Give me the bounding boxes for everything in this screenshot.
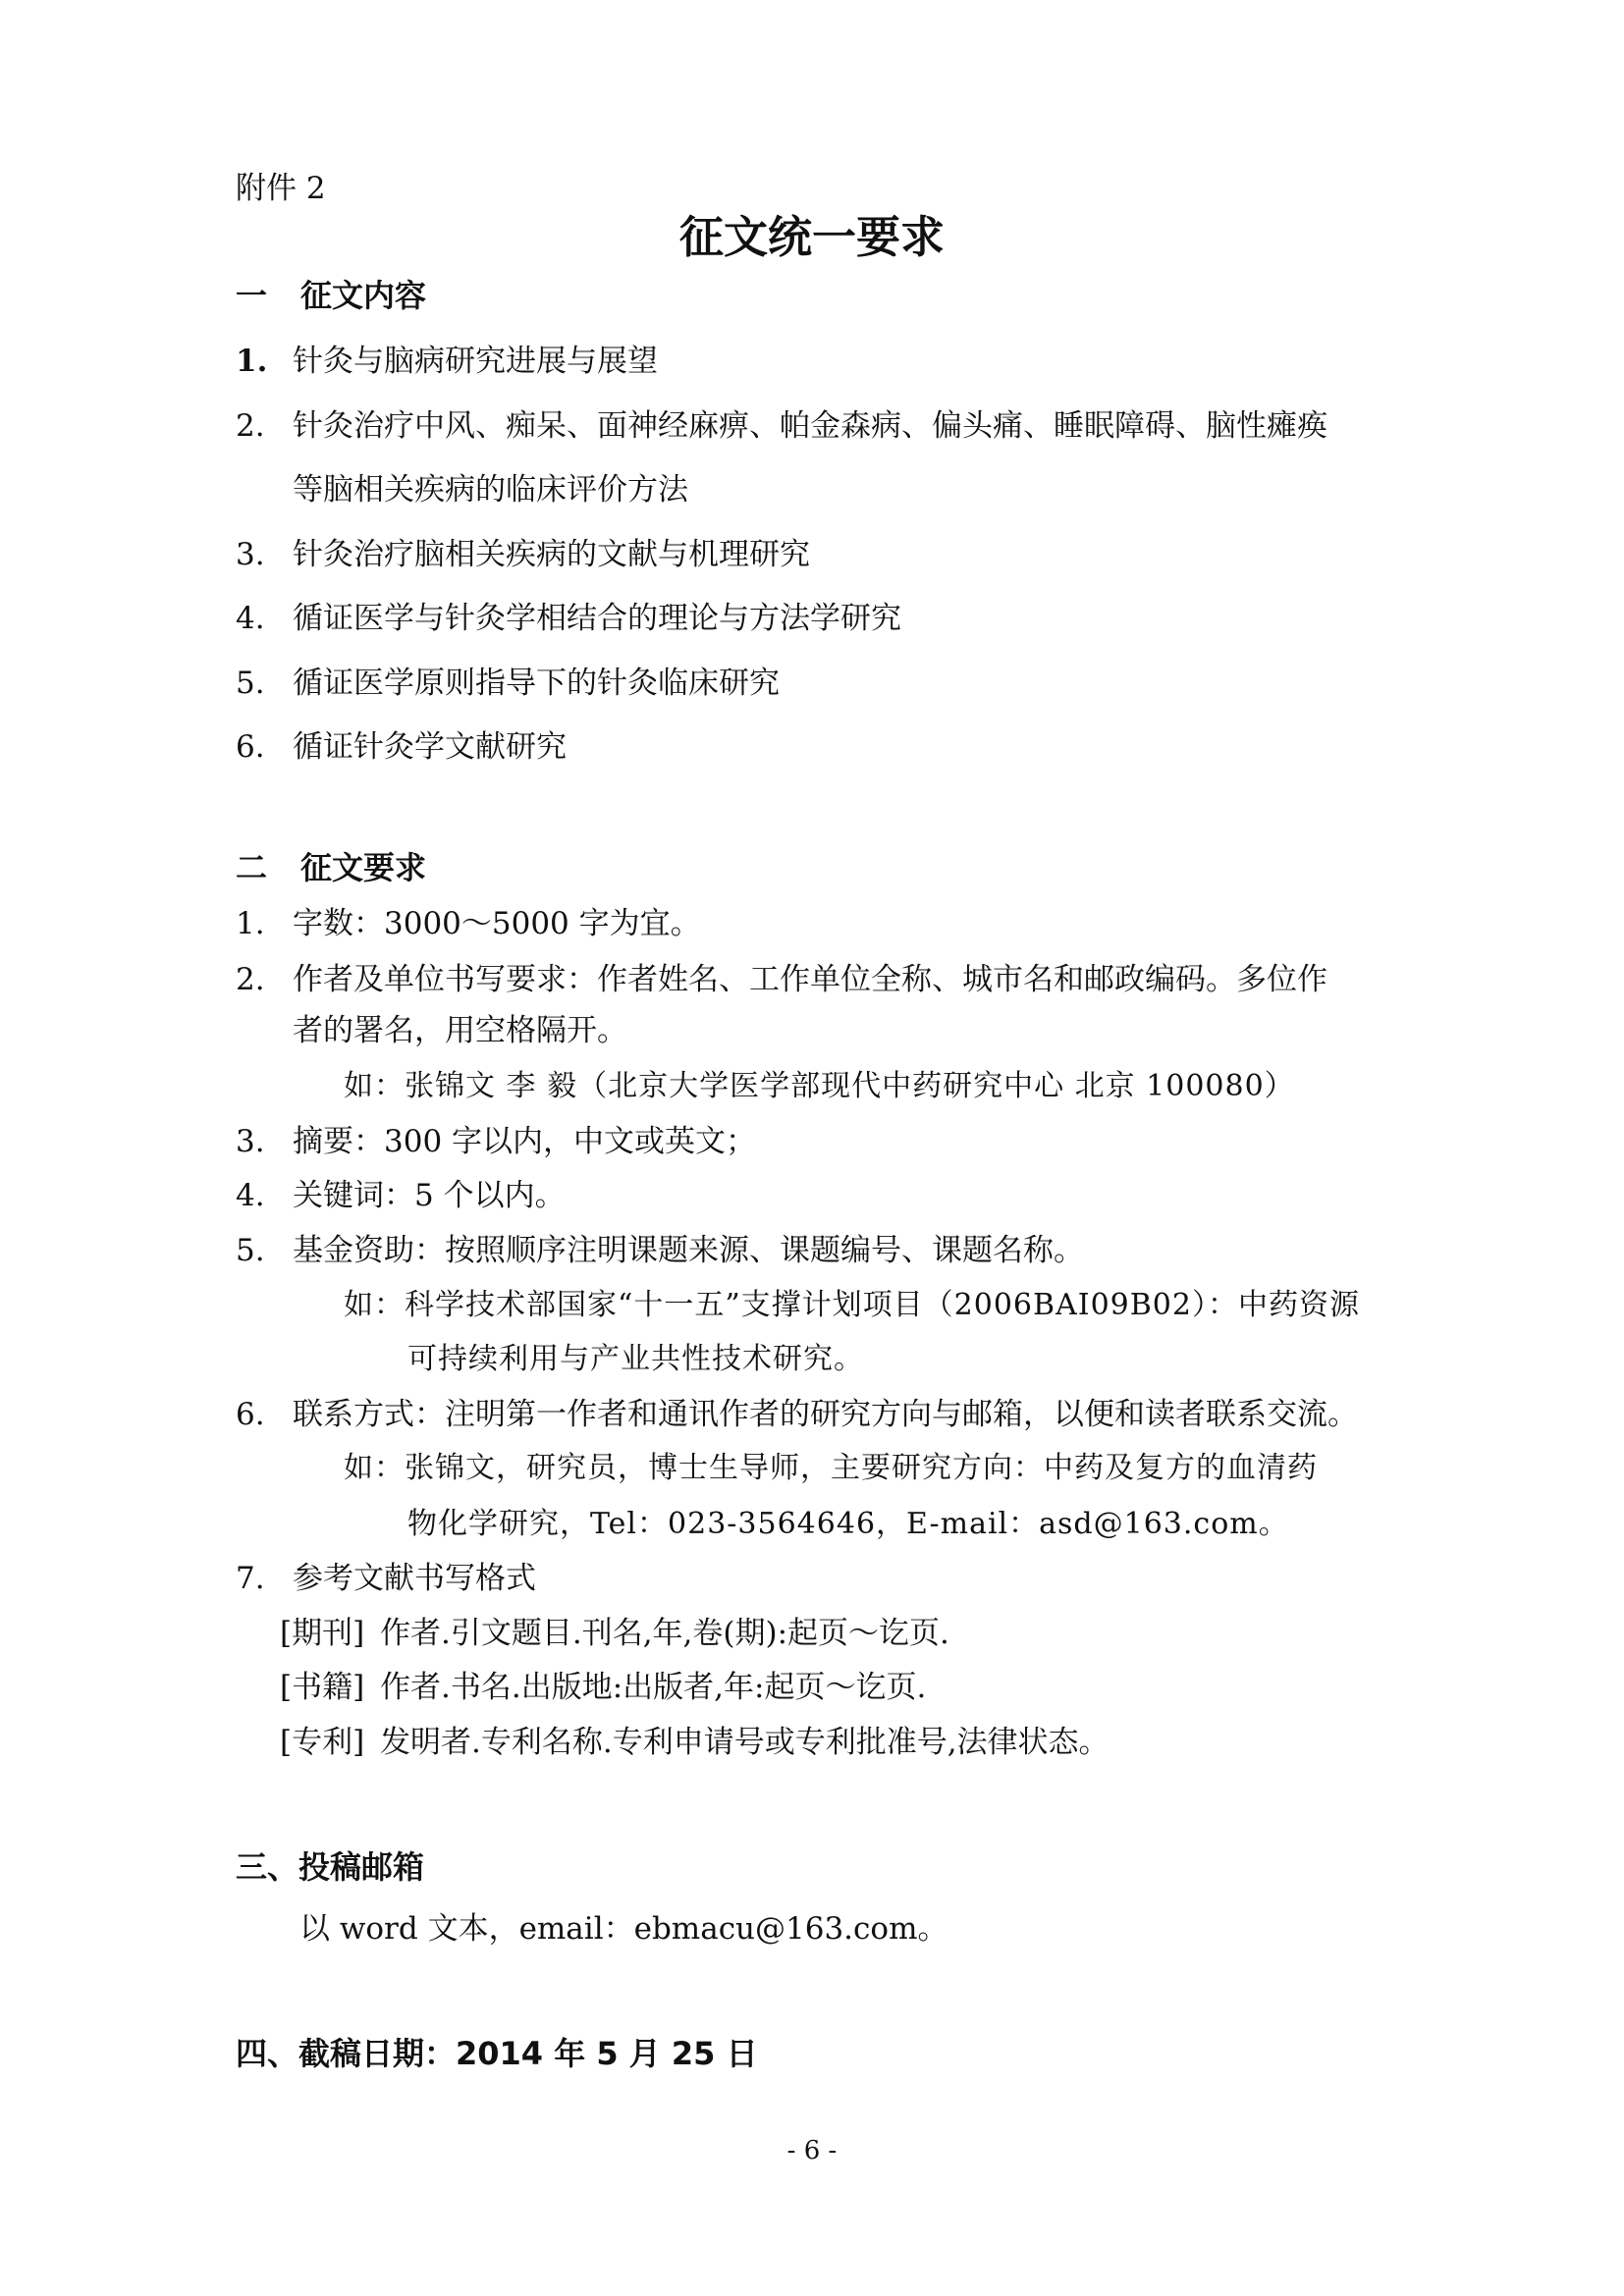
s2-item2-continuation: 者的署名，用空格隔开。	[293, 1013, 627, 1048]
reference-format: 作者.引文题目.刊名,年,卷(期):起页～讫页.	[380, 1616, 949, 1651]
s2-item1-number: 1.	[236, 906, 265, 941]
fund-example-line2: 可持续利用与产业共性技术研究。	[407, 1342, 864, 1376]
s2-item2-number: 2.	[236, 962, 265, 997]
s2-item2-text: 作者及单位书写要求：作者姓名、工作单位全称、城市名和邮政编码。多位作	[293, 962, 1327, 997]
s2-item6-number: 6.	[236, 1397, 265, 1432]
s2-item1-text: 字数：3000～5000 字为宜。	[293, 906, 701, 941]
s1-item1-number: 1.	[236, 344, 268, 379]
s2-item6-text: 联系方式：注明第一作者和通讯作者的研究方向与邮箱，以便和读者联系交流。	[293, 1397, 1358, 1432]
s1-item4-number: 4.	[236, 601, 265, 636]
s1-item5-text: 循证医学原则指导下的针灸临床研究	[293, 666, 780, 701]
fund-example-line1: 如：科学技术部国家“十一五”支撑计划项目（2006BAI09B02）：中药资源	[344, 1288, 1360, 1322]
section2-heading	[236, 846, 426, 889]
s1-item2-continuation: 等脑相关疾病的临床评价方法	[293, 472, 688, 507]
page-number: - 6 -	[786, 2136, 838, 2165]
section1-title: 征文内容	[300, 277, 427, 314]
s2-item5-text: 基金资助：按照顺序注明课题来源、课题编号、课题名称。	[293, 1233, 1084, 1268]
s2-item3-number: 3.	[236, 1124, 265, 1159]
reference-format: 发明者.专利名称.专利申请号或专利批准号,法律状态。	[380, 1725, 1110, 1760]
s2-item4-text: 关键词：5 个以内。	[293, 1178, 566, 1213]
section2-number: 二	[236, 849, 268, 886]
annex-label: 附件 2	[236, 171, 326, 206]
contact-example-line2: 物化学研究，Tel：023-3564646，E-mail：asd@163.com。	[407, 1507, 1289, 1541]
page-title: 征文统一要求	[678, 211, 945, 263]
reference-tag: [专利]	[280, 1725, 365, 1760]
section2-title: 征文要求	[300, 849, 427, 886]
s1-item3-number: 3.	[236, 537, 265, 572]
s2-item4-number: 4.	[236, 1178, 265, 1213]
section4-heading: 四、截稿日期：2014 年 5 月 25 日	[236, 2035, 758, 2072]
reference-tag: [书籍]	[280, 1670, 365, 1705]
reference-format-journal	[280, 1614, 949, 1653]
s2-item5-number: 5.	[236, 1233, 265, 1268]
section1-heading	[236, 274, 426, 317]
section1-number: 一	[236, 277, 268, 314]
author-example: 如：张锦文 李 毅（北京大学医学部现代中药研究中心 北京 100080）	[344, 1069, 1295, 1103]
s1-item6-number: 6.	[236, 729, 265, 765]
reference-format-patent	[280, 1723, 1110, 1762]
reference-format-book	[280, 1668, 926, 1707]
reference-tag: [期刊]	[280, 1616, 365, 1651]
s1-item2-number: 2.	[236, 408, 265, 444]
section3-heading: 三、投稿邮箱	[236, 1848, 425, 1886]
s1-item4-text: 循证医学与针灸学相结合的理论与方法学研究	[293, 601, 901, 636]
submission-email-text: 以 word 文本，email：ebmacu@163.com。	[299, 1911, 948, 1947]
s1-item6-text: 循证针灸学文献研究	[293, 729, 567, 765]
contact-example-line1: 如：张锦文，研究员，博士生导师，主要研究方向：中药及复方的血清药	[344, 1451, 1318, 1485]
reference-format: 作者.书名.出版地:出版者,年:起页～讫页.	[380, 1670, 927, 1705]
s1-item3-text: 针灸治疗脑相关疾病的文献与机理研究	[293, 537, 810, 572]
s2-item3-text: 摘要：300 字以内，中文或英文；	[293, 1124, 757, 1159]
s1-item5-number: 5.	[236, 666, 265, 701]
s1-item2-text: 针灸治疗中风、痴呆、面神经麻痹、帕金森病、偏头痛、睡眠障碍、脑性瘫痪	[293, 408, 1327, 444]
s2-item7-number: 7.	[236, 1561, 265, 1596]
s1-item1-text: 针灸与脑病研究进展与展望	[293, 344, 658, 379]
s2-item7-text: 参考文献书写格式	[293, 1561, 536, 1596]
